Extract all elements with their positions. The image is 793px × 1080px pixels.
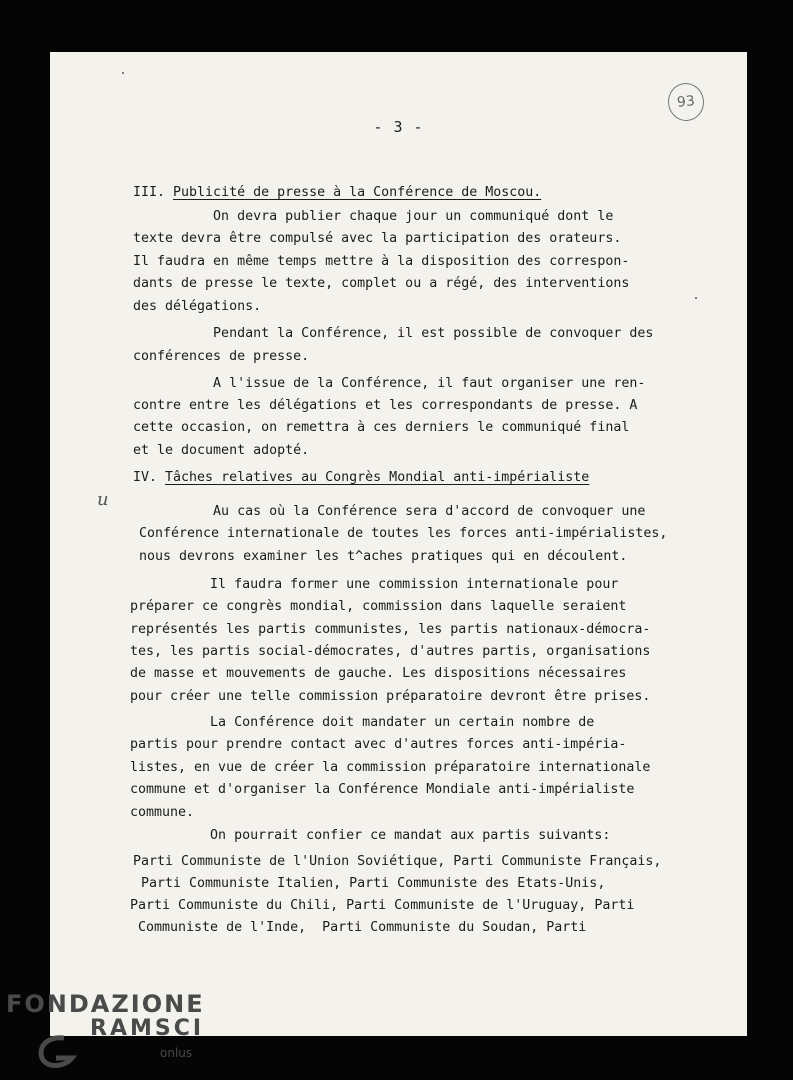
- section-heading: Tâches relatives au Congrès Mondial anti-impérialiste: [165, 470, 590, 485]
- watermark-tag: onlus: [160, 1046, 193, 1060]
- text-line: [130, 597, 626, 617]
- line-text: Il faudra former une commission internationale pour: [130, 577, 619, 592]
- line-text: commune.: [130, 805, 195, 820]
- text-line: [133, 502, 645, 522]
- text-line: [133, 207, 613, 227]
- text-line: [130, 780, 634, 800]
- line-text: partis pour prendre contact avec d'autres forces anti-impéria-: [130, 737, 627, 752]
- text-line: [130, 735, 626, 755]
- text-line: [139, 524, 667, 544]
- line-text: cette occasion, on remettra à ces derniers le communiqué final: [133, 420, 630, 435]
- line-text: tes, les partis social-démocrates, d'autres partis, organisations: [130, 644, 651, 659]
- text-line: [133, 274, 629, 294]
- text-line: [133, 441, 309, 461]
- line-text: Au cas où la Conférence sera d'accord de convoquer une: [133, 504, 646, 519]
- text-line: [133, 252, 629, 272]
- line-text: nous devrons examiner les t^aches pratiques qui en découlent.: [139, 549, 628, 564]
- line-text: pour créer une telle commission préparatoire devront être prises.: [130, 689, 651, 704]
- text-line: [133, 852, 661, 872]
- margin-annotation: u: [97, 489, 109, 510]
- line-text: On pourrait confier ce mandat aux partis suivants:: [130, 828, 611, 843]
- speck-mark: [695, 297, 697, 299]
- text-line: [133, 324, 653, 344]
- text-line: [130, 826, 610, 846]
- text-line: [130, 642, 650, 662]
- watermark-logo-icon: [34, 1032, 90, 1072]
- text-line: [130, 620, 650, 640]
- line-text: commune et d'organiser la Conférence Mondiale anti-impérialiste: [130, 782, 635, 797]
- line-text: La Conférence doit mandater un certain nombre de: [130, 715, 595, 730]
- watermark: [6, 990, 205, 1060]
- text-line: [133, 468, 589, 488]
- text-line: [130, 758, 650, 778]
- archive-stamp: 93: [666, 81, 706, 123]
- line-text: des délégations.: [133, 299, 262, 314]
- watermark-subtitle: RAMSCI: [90, 1016, 205, 1041]
- text-line: [130, 918, 586, 938]
- line-text: représentés les partis communistes, les partis nationaux-démocra-: [130, 622, 651, 637]
- line-text: de masse et mouvements de gauche. Les dispositions nécessaires: [130, 666, 627, 681]
- text-line: [130, 687, 650, 707]
- text-line: [130, 713, 594, 733]
- line-text: Il faudra en même temps mettre à la disposition des correspon-: [133, 254, 630, 269]
- line-text: Parti Communiste Italien, Parti Communiste des Etats-Unis,: [133, 876, 606, 891]
- line-text: III.: [133, 185, 174, 200]
- text-line: [133, 874, 605, 894]
- text-line: [133, 374, 645, 394]
- text-line: [133, 347, 309, 367]
- line-text: A l'issue de la Conférence, il faut organiser une ren-: [133, 376, 646, 391]
- line-text: texte devra être compulsé avec la participation des orateurs.: [133, 231, 622, 246]
- text-line: [133, 396, 637, 416]
- text-line: [133, 418, 629, 438]
- line-text: contre entre les délégations et les correspondants de presse. A: [133, 398, 638, 413]
- line-text: et le document adopté.: [133, 443, 310, 458]
- section-heading: Publicité de presse à la Conférence de Moscou.: [173, 185, 542, 200]
- line-text: listes, en vue de créer la commission préparatoire internationale: [130, 760, 651, 775]
- document-page: [50, 52, 747, 1036]
- line-text: IV.: [133, 470, 166, 485]
- text-line: [130, 575, 618, 595]
- line-text: Conférence internationale de toutes les forces anti-impérialistes,: [139, 526, 668, 541]
- text-line: [133, 183, 541, 203]
- line-text: préparer ce congrès mondial, commission dans laquelle seraient: [130, 599, 627, 614]
- line-text: dants de presse le texte, complet ou a régé, des interventions: [133, 276, 630, 291]
- text-line: [130, 896, 634, 916]
- text-line: [130, 664, 626, 684]
- text-line: [139, 547, 627, 567]
- speck-mark: [122, 72, 124, 74]
- text-line: [133, 297, 261, 317]
- text-line: [130, 803, 194, 823]
- line-text: Pendant la Conférence, il est possible de convoquer des: [133, 326, 654, 341]
- line-text: Parti Communiste du Chili, Parti Communiste de l'Uruguay, Parti: [130, 898, 635, 913]
- line-text: Parti Communiste de l'Union Soviétique, Parti Communiste Français,: [133, 854, 662, 869]
- text-line: [133, 229, 621, 249]
- line-text: On devra publier chaque jour un communiqué dont le: [133, 209, 614, 224]
- watermark-title: FONDAZIONE: [6, 990, 205, 1018]
- page-number: - 3 -: [373, 118, 424, 136]
- line-text: Communiste de l'Inde, Parti Communiste du Soudan, Parti: [130, 920, 587, 935]
- line-text: conférences de presse.: [133, 349, 310, 364]
